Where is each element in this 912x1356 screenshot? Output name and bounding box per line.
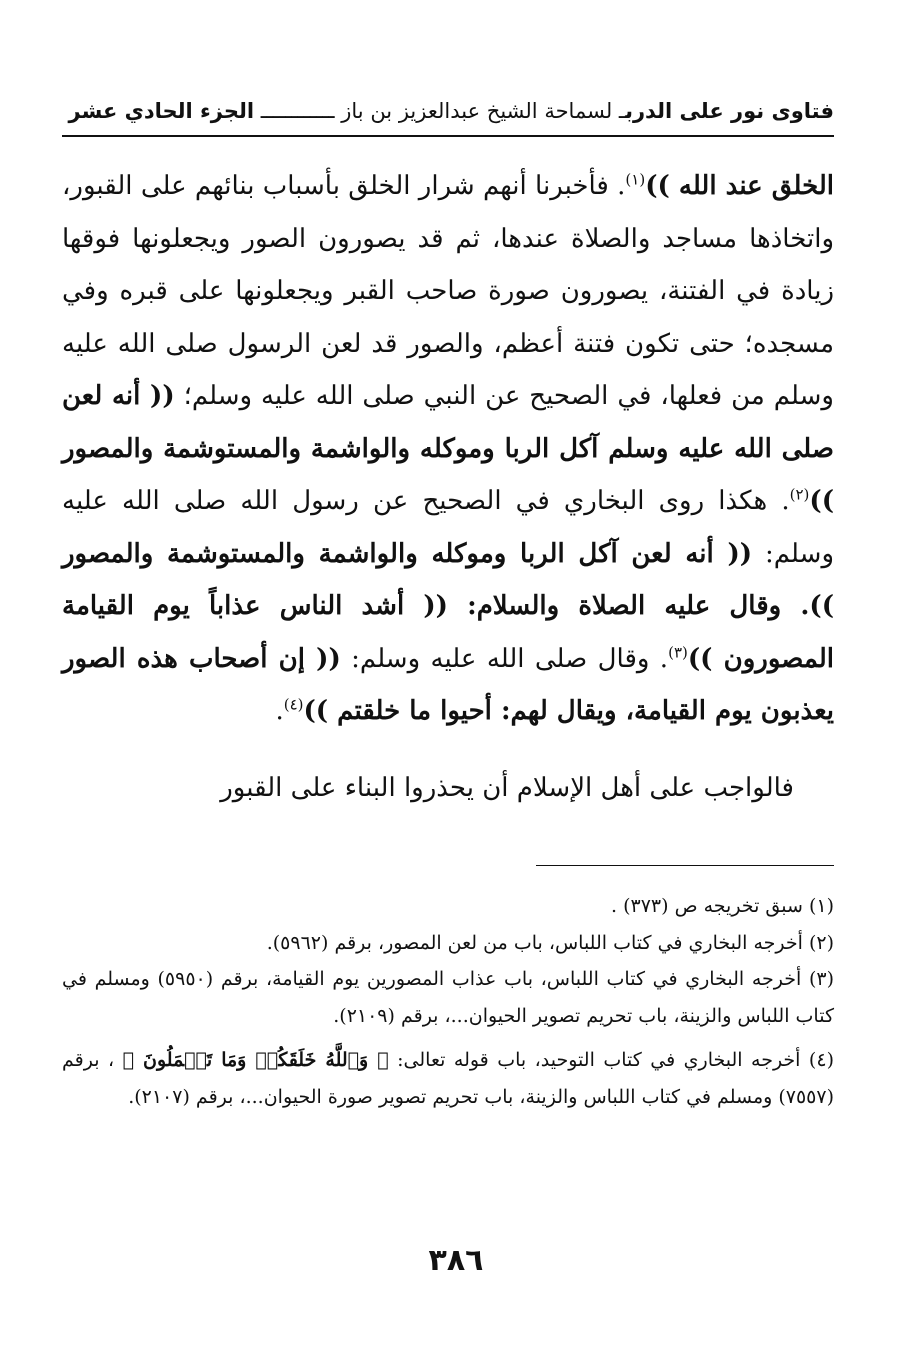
running-header <box>62 96 834 126</box>
hadith-quote: (( إن أصحاب هذه الصور يعذبون يوم القيامة، ويقال لهم: أحيوا ما خلقتم )) <box>62 643 834 726</box>
footnote-1: (١) سبق تخريجه ص (٣٧٣) . <box>611 895 834 917</box>
footnote-ref: (٢) <box>789 485 810 504</box>
body-text: . <box>275 696 284 726</box>
body-text: . وقال صلى الله عليه وسلم: <box>340 643 669 674</box>
header-rule <box>62 135 834 137</box>
footnote-ref: (١) <box>625 170 646 189</box>
hadith-quote: الخلق عند الله )) <box>645 171 834 201</box>
hadith-quote: (( أنه لعن صلى الله عليه وسلم آكل الربا وموكله والواشمة والمستوشمة والمصور )) <box>62 381 834 516</box>
quran-verse: ﴿ وَٱللَّهُ خَلَقَكُمۡ وَمَا تَعۡمَلُونَ ﴾ <box>122 1049 389 1071</box>
author-line: ـ لسماحة الشيخ عبدالعزيز بن باز <box>341 99 626 123</box>
footnote-ref: (٣) <box>668 642 688 661</box>
footnotes <box>62 888 834 1115</box>
footnote-2: (٢) أخرجه البخاري في كتاب اللباس، باب من لعن المصور، برقم (٥٩٦٢). <box>266 931 834 954</box>
footnote-separator <box>536 865 834 866</box>
second-paragraph: فالواجب على أهل الإسلام أن يحذروا البناء على القبور <box>220 773 794 803</box>
footnote-4 <box>62 1042 834 1115</box>
body-text: . هكذا روى البخاري في الصحيح عن رسول الله صلى الله عليه وسلم: <box>62 486 834 569</box>
hadith-quote: (( أنه لعن آكل الربا وموكله والواشمة والمستوشمة والمصور )). وقال عليه الصلاة والسلام: <box>62 538 835 621</box>
body-text: . فأخبرنا أنهم شرار الخلق بأسباب بنائهم على القبور، واتخاذها مساجد والصلاة عندها، ثم قد يصورون الصور ويجعلونها فوقها زيادة في الفتنة، يصورون صورة صاحب القبر ويجعلونها على قبره وفي مسجده؛ حتى تكون فتنة أعظم، والصور قد لعن الرسول صلى الله عليه وسلم من فعلها، في الصحيح عن النبي صلى الله عليه وسلم؛ <box>62 171 834 411</box>
footnote-3: (٣) أخرجه البخاري في كتاب اللباس، باب عذاب المصورين يوم القيامة، برقم (٥٩٥٠) ومسلم في كتاب اللباس والزينة، باب تحريم تصوير الحيوان...، برقم (٢١٠٩). <box>62 968 834 1027</box>
volume-label: الجزء الحادي عشر <box>68 99 255 123</box>
page-number: ٣٨٦ <box>428 1243 484 1278</box>
book-title: فتاوى نور على الدرب <box>625 99 834 123</box>
footnote-4-text: ، برقم (٧٥٥٧) ومسلم في كتاب اللباس والزينة، باب تحريم تصوير صورة الحيوان...، برقم (٢١٠٧). <box>62 1049 834 1108</box>
hadith-quote: (( أشد الناس عذاباً يوم القيامة المصورون )) <box>62 591 834 674</box>
main-paragraph <box>62 160 834 738</box>
footnote-ref: (٤) <box>283 695 304 714</box>
footnote-4-text: (٤) أخرجه البخاري في كتاب التوحيد، باب قوله تعالى: <box>388 1049 834 1071</box>
header-dashes: ــــــــــــ <box>254 99 342 123</box>
